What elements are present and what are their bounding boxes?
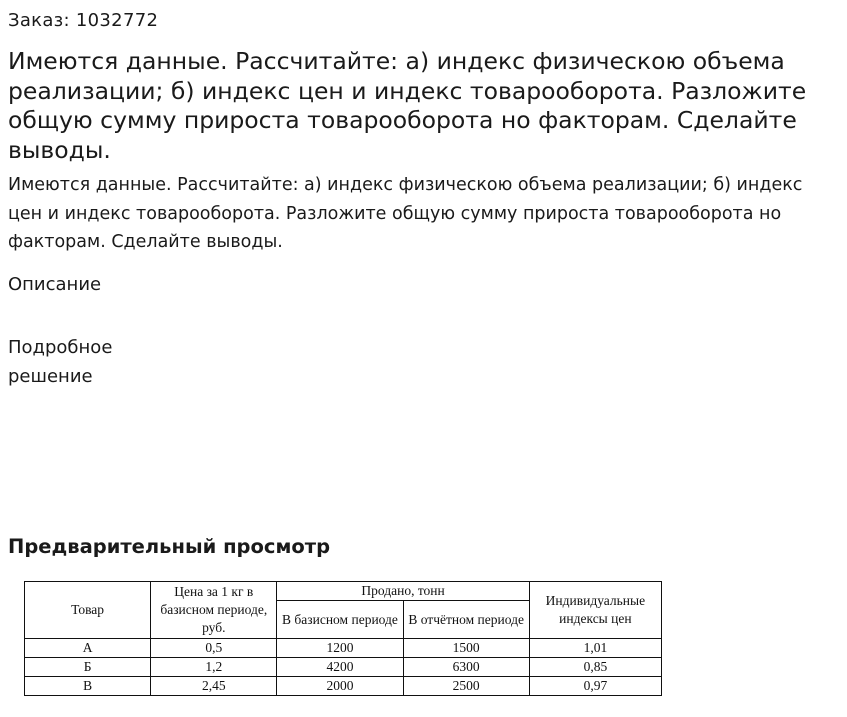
table-row <box>25 677 662 696</box>
table-header-row <box>25 582 662 601</box>
task-title: Имеются данные. Рассчитайте: а) индекс физическою объема реализации; б) индекс цен и индекс товарооборота. Разложите общую сумму прироста товарооборота но факторам. Сделайте выводы. <box>8 47 807 164</box>
cell-report: 2500 <box>403 677 529 696</box>
cell-index: 0,97 <box>529 677 661 696</box>
cell-index: 1,01 <box>529 639 661 658</box>
cell-base: 2000 <box>277 677 403 696</box>
table-row <box>25 658 662 677</box>
cell-price: 2,45 <box>151 677 277 696</box>
cell-product: Б <box>25 658 151 677</box>
solution-label: Подробное решение <box>8 337 113 387</box>
task-text: Имеются данные. Рассчитайте: а) индекс физическою объема реализации; б) индекс цен и индекс товарооборота. Разложите общую сумму прироста товарооборота но факторам. Сделайте выводы. <box>8 175 803 252</box>
order-number: Заказ: 1032772 <box>8 10 159 31</box>
cell-price: 1,2 <box>151 658 277 677</box>
description-label: Описание <box>8 274 102 295</box>
header-sold-base: В базисном периоде <box>277 601 403 639</box>
cell-index: 0,85 <box>529 658 661 677</box>
preview-table <box>24 581 662 696</box>
header-indices: Индивидуальные индексы цен <box>529 582 661 639</box>
table-row <box>25 639 662 658</box>
cell-product: А <box>25 639 151 658</box>
cell-price: 0,5 <box>151 639 277 658</box>
header-sold: Продано, тонн <box>277 582 529 601</box>
header-product: Товар <box>25 582 151 639</box>
cell-base: 4200 <box>277 658 403 677</box>
header-price: Цена за 1 кг в базисном периоде, руб. <box>151 582 277 639</box>
preview-title: Предварительный просмотр <box>8 535 331 558</box>
header-sold-report: В отчётном периоде <box>403 601 529 639</box>
cell-base: 1200 <box>277 639 403 658</box>
cell-report: 6300 <box>403 658 529 677</box>
cell-report: 1500 <box>403 639 529 658</box>
cell-product: В <box>25 677 151 696</box>
